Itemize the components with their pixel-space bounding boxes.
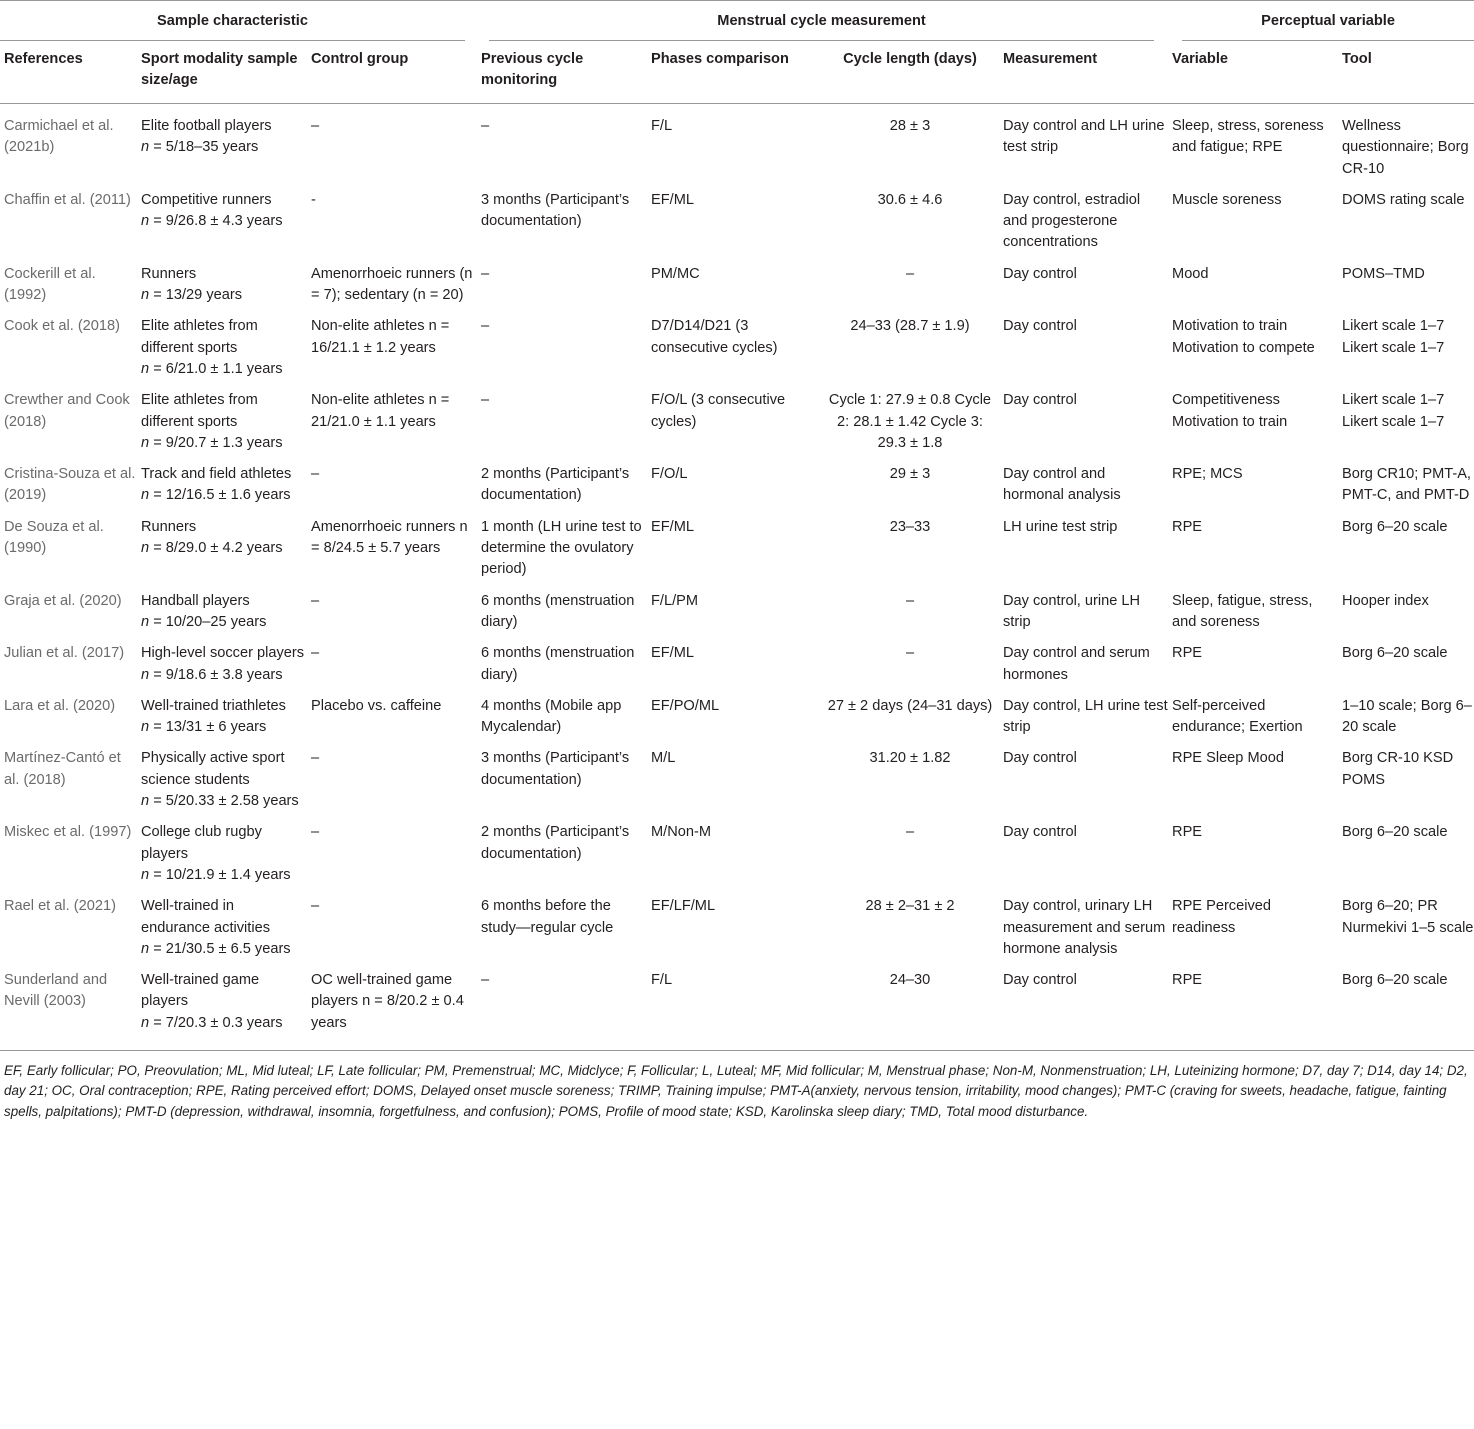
sport-text: Runners <box>141 518 197 535</box>
cell-sport-modality <box>137 104 307 184</box>
n-symbol: n <box>141 940 150 957</box>
cell-control-group: – <box>311 750 320 767</box>
cell-phases: M/Non-M <box>651 824 711 841</box>
cell-measurement: Day control <box>1003 392 1077 409</box>
sample-size-text: = 10/20–25 years <box>153 613 267 630</box>
cell-tool: Borg 6–20 scale <box>1342 645 1448 662</box>
sport-text: Well-trained triathletes <box>141 697 286 714</box>
sample-size-text: = 21/30.5 ± 6.5 years <box>153 940 291 957</box>
cell-reference: Miskec et al. (1997) <box>4 824 132 841</box>
cell-variable: Sleep, stress, soreness and fatigue; RPE <box>1172 118 1324 156</box>
cell-variable: Muscle soreness <box>1172 191 1282 208</box>
cell-reference: Cockerill et al. (1992) <box>4 265 96 304</box>
cell-reference: Crewther and Cook (2018) <box>4 392 130 430</box>
cell-variable: RPE <box>1172 518 1203 535</box>
col-header-phases: Phases comparison <box>647 41 817 104</box>
cell-cycle-length: 23–33 <box>889 518 931 535</box>
col-header-references: References <box>0 41 137 104</box>
cell-sport-modality <box>137 742 307 816</box>
cell-tool: POMS–TMD <box>1342 265 1425 282</box>
cell-tool: DOMS rating scale <box>1342 191 1465 208</box>
cell-previous-monitoring: 3 months (Participant’s documentation) <box>481 191 630 230</box>
cell-phases: F/O/L (3 consecutive cycles) <box>651 392 786 430</box>
cell-tool: Borg 6–20 scale <box>1342 824 1448 841</box>
cell-cycle-length: 28 ± 3 <box>889 118 931 134</box>
cell-previous-monitoring: 3 months (Participant’s documentation) <box>481 750 630 788</box>
cell-measurement: Day control, urine LH strip <box>1003 592 1141 630</box>
n-symbol: n <box>141 613 150 630</box>
cell-tool: Borg 6–20 scale <box>1342 518 1448 535</box>
table-row <box>0 637 1474 690</box>
cell-sport-modality <box>137 511 307 585</box>
cell-tool: Borg CR-10 KSD POMS <box>1342 750 1454 788</box>
cell-variable: RPE; MCS <box>1172 466 1243 483</box>
cell-control-group: – <box>311 645 320 662</box>
cell-previous-monitoring: – <box>477 964 647 1050</box>
cell-sport-modality <box>137 310 307 384</box>
cell-measurement: Day control, LH urine test strip <box>1003 697 1168 736</box>
cell-tool: 1–10 scale; Borg 6–20 scale <box>1342 697 1472 736</box>
cell-previous-monitoring: 4 months (Mobile app Mycalendar) <box>481 697 622 736</box>
cell-control-group: Non-elite athletes n = 21/21.0 ± 1.1 years <box>311 392 450 430</box>
n-symbol: n <box>141 866 150 883</box>
sport-text: Elite athletes from different sports <box>141 318 258 356</box>
n-symbol: n <box>141 360 150 377</box>
table-row <box>0 258 1474 311</box>
cell-sport-modality <box>137 637 307 690</box>
group-label: Menstrual cycle measurement <box>489 2 1154 41</box>
sample-size-text: = 6/21.0 ± 1.1 years <box>153 360 283 377</box>
cell-previous-monitoring: – <box>481 392 490 409</box>
cell-cycle-length: 31.20 ± 1.82 <box>869 750 951 767</box>
cell-previous-monitoring: 2 months (Participant’s documentation) <box>481 466 630 504</box>
cell-phases: PM/MC <box>651 265 700 282</box>
sport-text: Runners <box>141 265 197 282</box>
cell-phases: D7/D14/D21 (3 consecutive cycles) <box>651 318 778 356</box>
n-symbol: n <box>141 139 150 156</box>
sport-text: Elite athletes from different sports <box>141 392 258 430</box>
sport-text: Well-trained in endurance activities <box>141 898 270 936</box>
cell-phases: F/O/L <box>651 466 688 483</box>
col-header-control: Control group <box>307 41 477 104</box>
table-row <box>0 184 1474 258</box>
cell-reference: Carmichael et al. (2021b) <box>4 118 114 156</box>
cell-phases: F/L <box>651 118 673 134</box>
table-row <box>0 511 1474 585</box>
col-header-cycle-length: Cycle length (days) <box>817 41 999 104</box>
cell-reference: Cristina-Souza et al. (2019) <box>4 466 136 504</box>
cell-previous-monitoring: 1 month (LH urine test to determine the ovulatory period) <box>481 518 642 578</box>
cell-measurement: Day control <box>1003 824 1077 841</box>
cell-tool: Hooper index <box>1342 592 1429 609</box>
cell-previous-monitoring: 6 months before the study—regular cycle <box>481 898 614 936</box>
sport-text: Well-trained game players <box>141 972 260 1010</box>
sample-size-text: = 5/20.33 ± 2.58 years <box>153 793 299 810</box>
n-symbol: n <box>141 213 150 230</box>
cell-phases: F/L/PM <box>651 592 699 609</box>
sport-text: Track and field athletes <box>141 466 292 483</box>
col-header-sport: Sport modality sample size/age <box>137 41 307 104</box>
cell-sport-modality <box>137 890 307 964</box>
group-perceptual-variable <box>1168 1 1474 42</box>
cell-previous-monitoring: – <box>481 118 490 134</box>
group-sample-characteristic <box>0 1 477 42</box>
cell-cycle-length: 29 ± 3 <box>889 466 931 483</box>
col-header-variable: Variable <box>1168 41 1338 104</box>
cell-tool: Likert scale 1–7 Likert scale 1–7 <box>1342 318 1445 356</box>
sample-size-text: = 13/31 ± 6 years <box>153 719 267 736</box>
table-row <box>0 890 1474 964</box>
cell-cycle-length: Cycle 1: 27.9 ± 0.8 Cycle 2: 28.1 ± 1.42 Cycle 3: 29.3 ± 1.8 <box>828 392 992 451</box>
sport-text: College club rugby players <box>141 824 262 862</box>
cell-control-group: – <box>311 466 320 483</box>
cell-control-group: Non-elite athletes n = 16/21.1 ± 1.2 years <box>311 318 450 356</box>
cell-measurement: LH urine test strip <box>1003 518 1118 535</box>
cell-sport-modality <box>137 258 307 311</box>
cell-variable: Motivation to train Motivation to compete <box>1172 318 1315 356</box>
column-header-row <box>0 41 1474 104</box>
cell-measurement: Day control and LH urine test strip <box>1003 118 1165 156</box>
n-symbol: n <box>141 434 150 451</box>
cell-variable: RPE Sleep Mood <box>1172 750 1284 767</box>
cell-tool: Borg CR10; PMT-A, PMT-C, and PMT-D <box>1342 466 1471 504</box>
sample-size-text: = 9/18.6 ± 3.8 years <box>153 666 283 683</box>
cell-cycle-length: 24–33 (28.7 ± 1.9) <box>850 318 970 335</box>
cell-variable: Sleep, fatigue, stress, and soreness <box>1172 592 1313 630</box>
col-header-measurement: Measurement <box>999 41 1168 104</box>
table-body <box>0 104 1474 1051</box>
cell-sport-modality <box>137 384 307 458</box>
table-row <box>0 384 1474 458</box>
cell-sport-modality <box>137 816 307 890</box>
n-symbol: n <box>141 287 150 304</box>
cell-previous-monitoring: – <box>481 265 490 282</box>
table-row <box>0 964 1474 1050</box>
cell-control-group: – <box>311 118 320 134</box>
col-header-previous: Previous cycle monitoring <box>477 41 647 104</box>
table-row <box>0 742 1474 816</box>
cell-control-group: Placebo vs. caffeine <box>311 697 442 714</box>
group-menstrual-cycle-measurement <box>477 1 1168 42</box>
cell-phases: EF/LF/ML <box>651 898 716 915</box>
cell-phases: EF/ML <box>651 191 694 208</box>
cell-cycle-length: 28 ± 2–31 ± 2 <box>865 898 955 915</box>
cell-phases: EF/ML <box>651 518 694 535</box>
table-row <box>0 310 1474 384</box>
cell-cycle-length: – <box>905 645 915 662</box>
cell-reference: Chaffin et al. (2011) <box>4 191 131 208</box>
cell-cycle-length: – <box>905 265 915 282</box>
sample-size-text: = 12/16.5 ± 1.6 years <box>153 487 291 504</box>
sample-size-text: = 9/26.8 ± 4.3 years <box>153 213 283 230</box>
cell-control-group: OC well-trained game players n = 8/20.2 ± 0.4 years <box>307 964 477 1050</box>
cell-measurement: Day control <box>1003 318 1077 335</box>
sport-text: Competitive runners <box>141 191 272 208</box>
sample-size-text: = 7/20.3 ± 0.3 years <box>153 1014 283 1031</box>
sample-size-text: = 8/29.0 ± 4.2 years <box>153 540 283 557</box>
n-symbol: n <box>141 487 150 504</box>
group-label: Perceptual variable <box>1182 2 1474 41</box>
n-symbol: n <box>141 793 150 810</box>
cell-control-group: – <box>311 592 320 609</box>
cell-measurement: Day control, estradiol and progesterone concentrations <box>1003 191 1141 251</box>
cell-variable: Competitiveness Motivation to train <box>1172 392 1288 430</box>
cell-variable: RPE <box>1172 645 1203 662</box>
cell-measurement: Day control and serum hormones <box>1003 645 1150 683</box>
group-header-row <box>0 1 1474 42</box>
cell-phases: M/L <box>651 750 676 767</box>
cell-cycle-length: 27 ± 2 days (24–31 days) <box>827 697 993 714</box>
cell-phases: F/L <box>647 964 817 1050</box>
cell-phases: EF/ML <box>651 645 694 662</box>
cell-sport-modality <box>137 184 307 258</box>
sport-text: Elite football players <box>141 118 272 134</box>
n-symbol: n <box>141 540 150 557</box>
cell-variable: Mood <box>1172 265 1209 282</box>
cell-variable: RPE Perceived readiness <box>1172 898 1271 936</box>
table-row <box>0 585 1474 638</box>
cell-reference: Sunderland and Nevill (2003) <box>0 964 137 1050</box>
cell-reference: Rael et al. (2021) <box>4 898 116 915</box>
cell-previous-monitoring: 2 months (Participant’s documentation) <box>481 824 630 862</box>
cell-cycle-length: – <box>905 592 915 609</box>
cell-previous-monitoring: 6 months (menstruation diary) <box>481 592 635 630</box>
cell-variable: RPE <box>1172 824 1203 841</box>
cell-control-group: - <box>311 191 316 208</box>
sport-text: High-level soccer players <box>141 645 305 662</box>
cell-reference: Martínez-Cantó et al. (2018) <box>4 750 121 788</box>
cell-reference: De Souza et al. (1990) <box>4 518 104 557</box>
cell-tool: Borg 6–20; PR Nurmekivi 1–5 scale <box>1342 898 1474 936</box>
cell-tool: Borg 6–20 scale <box>1338 964 1474 1050</box>
cell-control-group: Amenorrhoeic runners n = 8/24.5 ± 5.7 years <box>311 518 468 557</box>
sample-size-text: = 10/21.9 ± 1.4 years <box>153 866 291 883</box>
col-header-tool: Tool <box>1338 41 1474 104</box>
sample-size-text: = 13/29 years <box>153 287 243 304</box>
table-row <box>0 104 1474 184</box>
cell-cycle-length: – <box>905 824 915 841</box>
cell-cycle-length: 30.6 ± 4.6 <box>877 191 943 208</box>
cell-measurement: Day control <box>999 964 1168 1050</box>
n-symbol: n <box>141 666 150 683</box>
cell-variable: Self-perceived endurance; Exertion <box>1172 697 1303 736</box>
cell-previous-monitoring: – <box>481 318 490 335</box>
cell-tool: Wellness questionnaire; Borg CR-10 <box>1342 118 1469 177</box>
sport-text: Handball players <box>141 592 250 609</box>
cell-tool: Likert scale 1–7 Likert scale 1–7 <box>1342 392 1445 430</box>
table-row <box>0 458 1474 511</box>
n-symbol: n <box>141 719 150 736</box>
table-row <box>0 816 1474 890</box>
cell-phases: EF/PO/ML <box>651 697 720 714</box>
cell-previous-monitoring: 6 months (menstruation diary) <box>481 645 635 683</box>
cell-sport-modality <box>137 690 307 743</box>
cell-measurement: Day control, urinary LH measurement and serum hormone analysis <box>1003 898 1166 957</box>
cell-sport-modality <box>137 585 307 638</box>
cell-control-group: Amenorrhoeic runners (n = 7); sedentary (n = 20) <box>311 265 473 304</box>
cell-sport-modality <box>137 458 307 511</box>
cell-measurement: Day control <box>1003 265 1077 282</box>
cell-measurement: Day control and hormonal analysis <box>1003 466 1121 504</box>
cell-cycle-length: 24–30 <box>817 964 999 1050</box>
cell-sport-modality <box>137 964 307 1050</box>
cell-reference: Julian et al. (2017) <box>4 645 125 662</box>
table-row <box>0 690 1474 743</box>
cell-variable: RPE <box>1168 964 1338 1050</box>
sample-size-text: = 9/20.7 ± 1.3 years <box>153 434 283 451</box>
group-label: Sample characteristic <box>0 2 465 41</box>
cell-control-group: – <box>311 824 320 841</box>
cell-reference: Lara et al. (2020) <box>4 697 116 714</box>
sample-size-text: = 5/18–35 years <box>153 139 259 156</box>
cell-control-group: – <box>311 898 320 915</box>
cell-reference: Cook et al. (2018) <box>4 318 121 335</box>
table-footnote: EF, Early follicular; PO, Preovulation; ML, Mid luteal; LF, Late follicular; PM, Premenstrual; MC, Midclyce; F, Follicular; L, Luteal; MF, Mid follicular; M, Menstrual phase; Non-M, Nonmenstruation; LH, Luteinizing hormone; D7, day 7; D14, day 14; D2, day 21; OC, Oral contraception; RPE, Rating perceived effort; DOMS, Delayed onset muscle soreness; TRIMP, Training impulse; PMT-A(anxiety, nervous tension, irritability, mood changes); PMT-C (craving for sweets, headache, fatigue, fainting spells, palpitations); PMT-D (depression, withdrawal, insomnia, forgetfulness, and confusion); POMS, Profile of mood state; KSD, Karolinska sleep diary; TMD, Total mood disturbance. <box>4 1062 1468 1119</box>
cell-reference: Graja et al. (2020) <box>4 592 122 609</box>
sport-text: Physically active sport science students <box>141 750 285 788</box>
n-symbol: n <box>141 1014 150 1031</box>
cell-measurement: Day control <box>1003 750 1077 767</box>
